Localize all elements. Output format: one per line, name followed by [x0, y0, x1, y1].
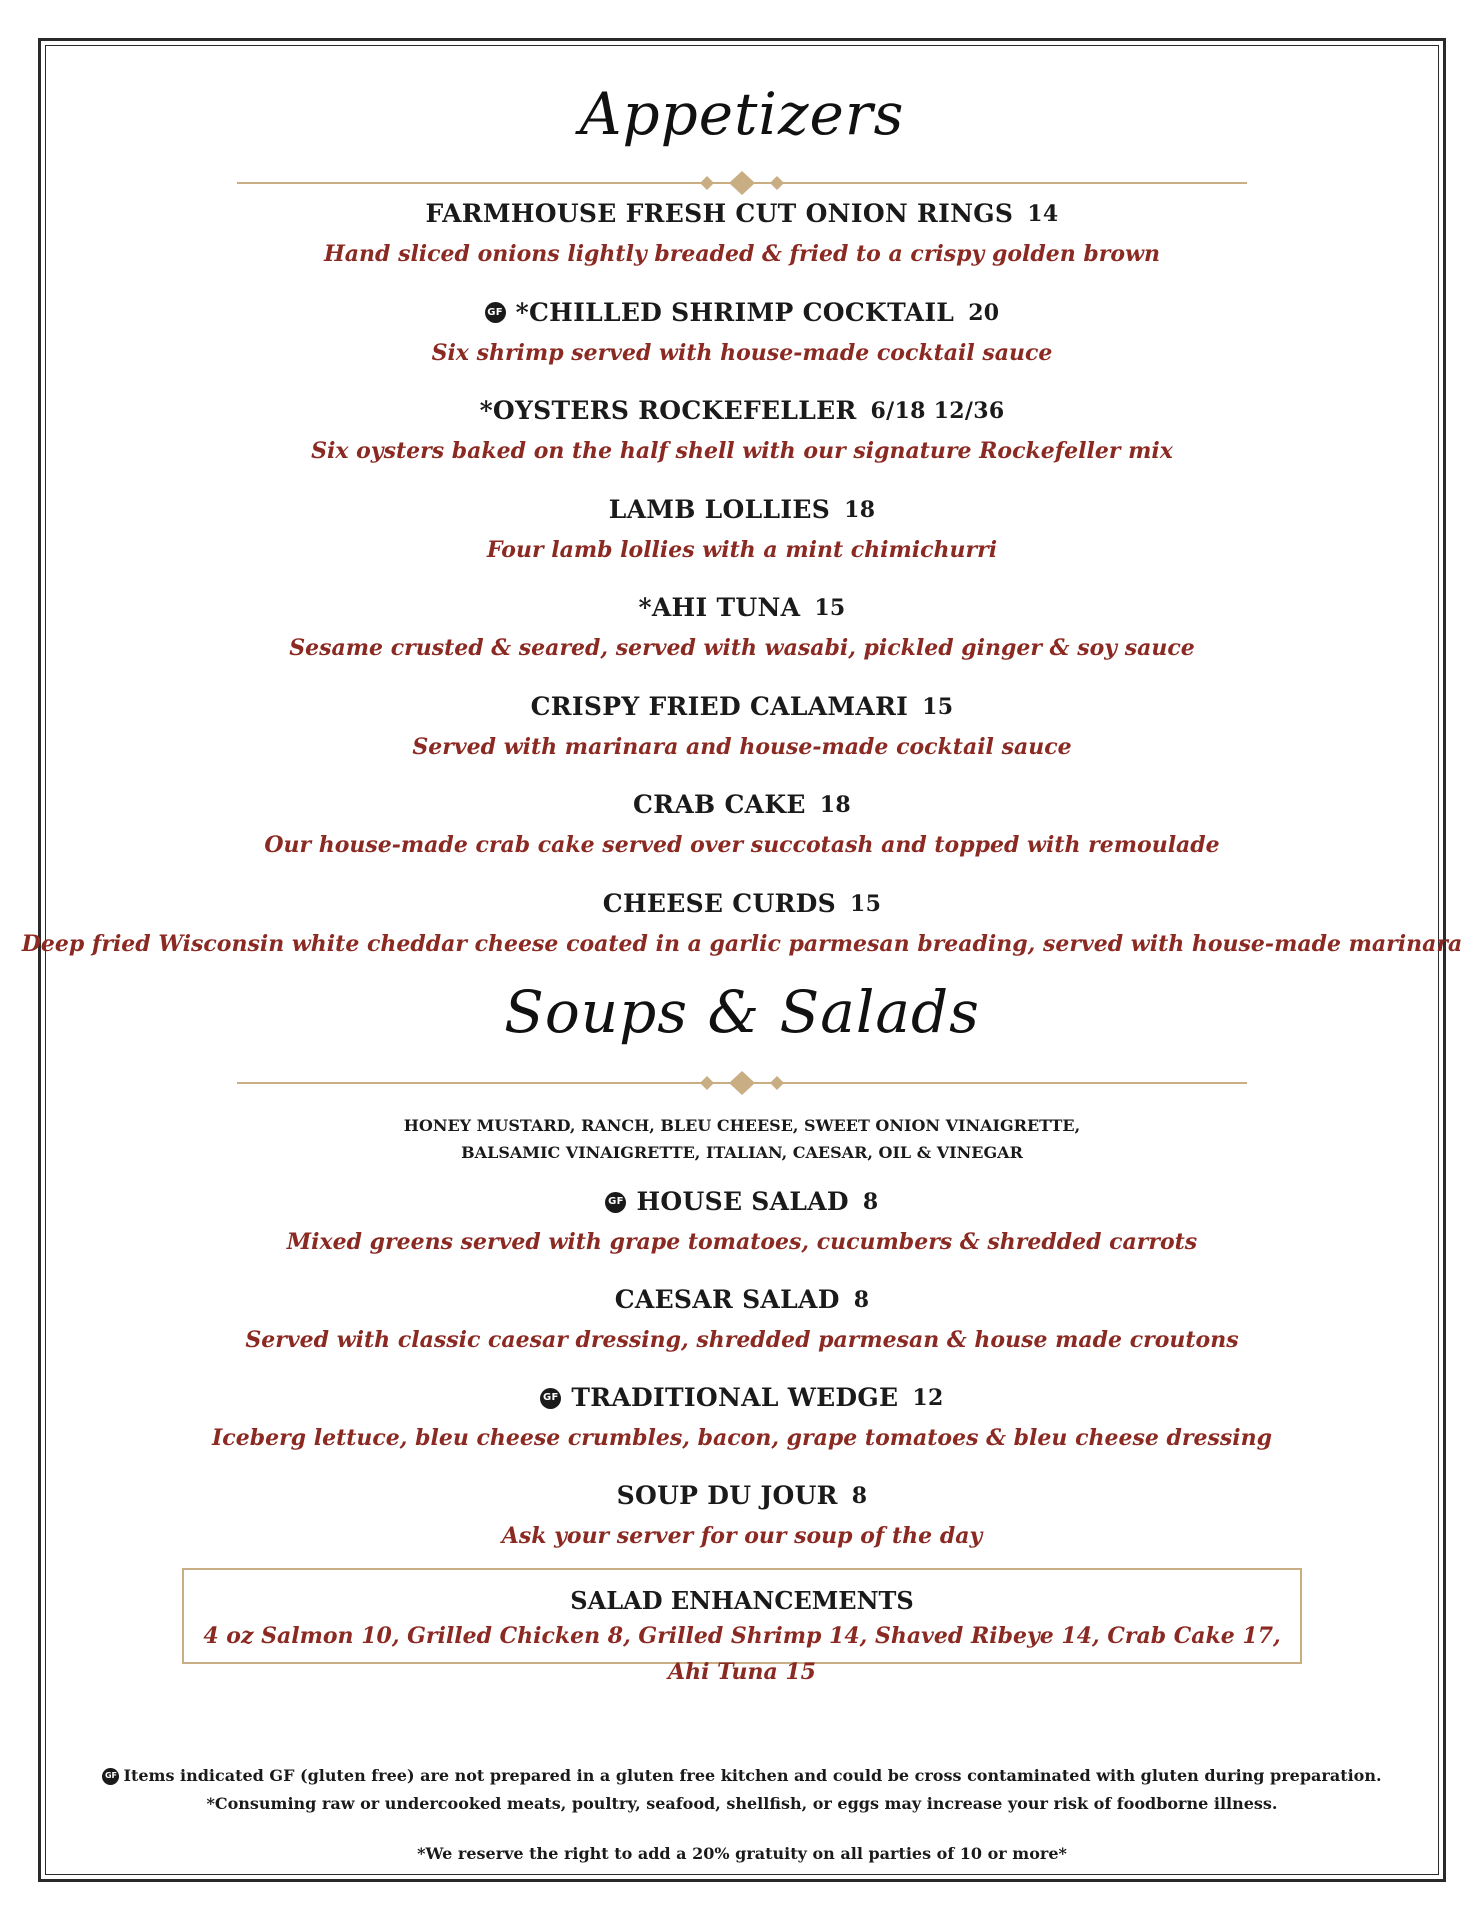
menu-item-price: 18	[819, 792, 851, 818]
menu-item-name: *AHI TUNA	[638, 593, 801, 622]
menu-item-header	[0, 1380, 1484, 1416]
menu-item-description: Served with classic caesar dressing, shredded parmesan & house made croutons	[245, 1327, 1239, 1353]
menu-item-header	[0, 689, 1484, 725]
menu-item	[0, 196, 1484, 272]
menu-item-name: CRISPY FRIED CALAMARI	[530, 691, 909, 721]
menu-item-price: 12	[912, 1385, 944, 1411]
menu-item-header	[0, 1184, 1484, 1220]
menu-item-price: 14	[1027, 201, 1059, 227]
menu-item-price: 15	[850, 890, 882, 917]
dressings-line-1: HONEY MUSTARD, RANCH, BLEU CHEESE, SWEET ONION VINAIGRETTE,	[403, 1116, 1081, 1135]
menu-item-description: Four lamb lollies with a mint chimichurri	[486, 536, 998, 563]
footnotes	[0, 1762, 1484, 1868]
menu-item-name: *CHILLED SHRIMP COCKTAIL	[515, 297, 955, 327]
menu-item	[0, 1380, 1484, 1456]
menu-item-price: 8	[853, 1287, 870, 1313]
menu-item	[0, 590, 1484, 666]
gf-footnote	[0, 1762, 1484, 1790]
menu-item	[0, 886, 1484, 962]
menu-item	[0, 295, 1484, 371]
menu-item-header	[0, 393, 1484, 429]
menu-item-description: Iceberg lettuce, bleu cheese crumbles, bacon, grape tomatoes & bleu cheese dressing	[212, 1425, 1272, 1451]
menu-item	[0, 1478, 1484, 1554]
menu-item-name: HOUSE SALAD	[636, 1187, 849, 1216]
menu-item-description: Sesame crusted & seared, served with wasabi, pickled ginger & soy sauce	[289, 635, 1195, 661]
menu-item-name: *OYSTERS ROCKEFELLER	[479, 396, 857, 425]
menu-item-price: 15	[922, 693, 954, 720]
menu-item-header	[0, 492, 1484, 528]
menu-item-header	[0, 787, 1484, 823]
menu-item-header	[0, 196, 1484, 232]
menu-item-description: Served with marinara and house-made cocktail sauce	[412, 733, 1072, 760]
menu-item-name: SOUP DU JOUR	[616, 1481, 838, 1510]
menu-item-header	[0, 886, 1484, 922]
menu-item	[0, 492, 1484, 568]
menu-item-price: 20	[968, 299, 1000, 326]
menu-item-header	[0, 1478, 1484, 1514]
menu-item	[0, 393, 1484, 469]
menu-item-description: Six oysters baked on the half shell with our signature Rockefeller mix	[311, 438, 1173, 464]
gratuity-note: *We reserve the right to add a 20% gratuity on all parties of 10 or more*	[417, 1844, 1067, 1863]
menu-item-name: CAESAR SALAD	[614, 1285, 840, 1314]
enhancements-title: SALAD ENHANCEMENTS	[570, 1586, 914, 1615]
menu-item-price: 8	[851, 1483, 868, 1509]
ornamental-divider	[237, 170, 1247, 196]
dressings-line-2: BALSAMIC VINAIGRETTE, ITALIAN, CAESAR, OIL & VINEGAR	[461, 1143, 1023, 1162]
gf-icon: GF	[540, 1388, 561, 1409]
menu-item-price: 8	[862, 1189, 879, 1215]
menu-item-header	[0, 295, 1484, 331]
gf-icon: GF	[605, 1192, 626, 1213]
menu-item-price: 18	[844, 496, 876, 523]
gf-icon: GF	[485, 302, 506, 323]
appetizers-title: Appetizers	[579, 80, 905, 148]
ornamental-divider	[237, 1070, 1247, 1096]
menu-item	[0, 689, 1484, 765]
enhancements-desc: 4 oz Salmon 10, Grilled Chicken 8, Grilled Shrimp 14, Shaved Ribeye 14, Crab Cake 17, Ahi Tuna 15	[203, 1623, 1281, 1685]
gf-icon: GF	[102, 1768, 119, 1785]
menu-item-name: FARMHOUSE FRESH CUT ONION RINGS	[425, 199, 1014, 228]
menu-item-description: Our house-made crab cake served over succotash and topped with remoulade	[264, 832, 1220, 858]
menu-item	[0, 787, 1484, 863]
soups-salads-title: Soups & Salads	[504, 978, 980, 1046]
menu-item-description: Ask your server for our soup of the day	[501, 1523, 983, 1549]
menu-item-description: Mixed greens served with grape tomatoes, cucumbers & shredded carrots	[286, 1229, 1198, 1255]
menu-item-price: 15	[814, 595, 846, 621]
dressing-options	[0, 1112, 1484, 1166]
menu-item-name: CRAB CAKE	[633, 790, 806, 819]
menu-item-description: Six shrimp served with house-made cocktail sauce	[431, 339, 1053, 366]
menu-item-name: CHEESE CURDS	[602, 888, 837, 918]
menu-item-header	[0, 1282, 1484, 1318]
menu-item-description: Deep fried Wisconsin white cheddar cheese coated in a garlic parmesan breading, served with house-made marinara	[21, 930, 1463, 957]
raw-note: *Consuming raw or undercooked meats, poultry, seafood, shellfish, or eggs may increase your risk of foodborne illness.	[206, 1794, 1278, 1813]
menu-item-price: 6/18 12/36	[870, 398, 1005, 424]
menu-item	[0, 1282, 1484, 1358]
menu-item-name: TRADITIONAL WEDGE	[571, 1383, 899, 1412]
gf-note: Items indicated GF (gluten free) are not prepared in a gluten free kitchen and could be cross contaminated with gluten during preparation.	[123, 1766, 1382, 1785]
menu-item	[0, 1184, 1484, 1260]
menu-item-description: Hand sliced onions lightly breaded & fried to a crispy golden brown	[323, 241, 1161, 267]
salad-enhancements-box	[182, 1568, 1302, 1685]
menu-item-header	[0, 590, 1484, 626]
menu-item-name: LAMB LOLLIES	[608, 494, 831, 524]
